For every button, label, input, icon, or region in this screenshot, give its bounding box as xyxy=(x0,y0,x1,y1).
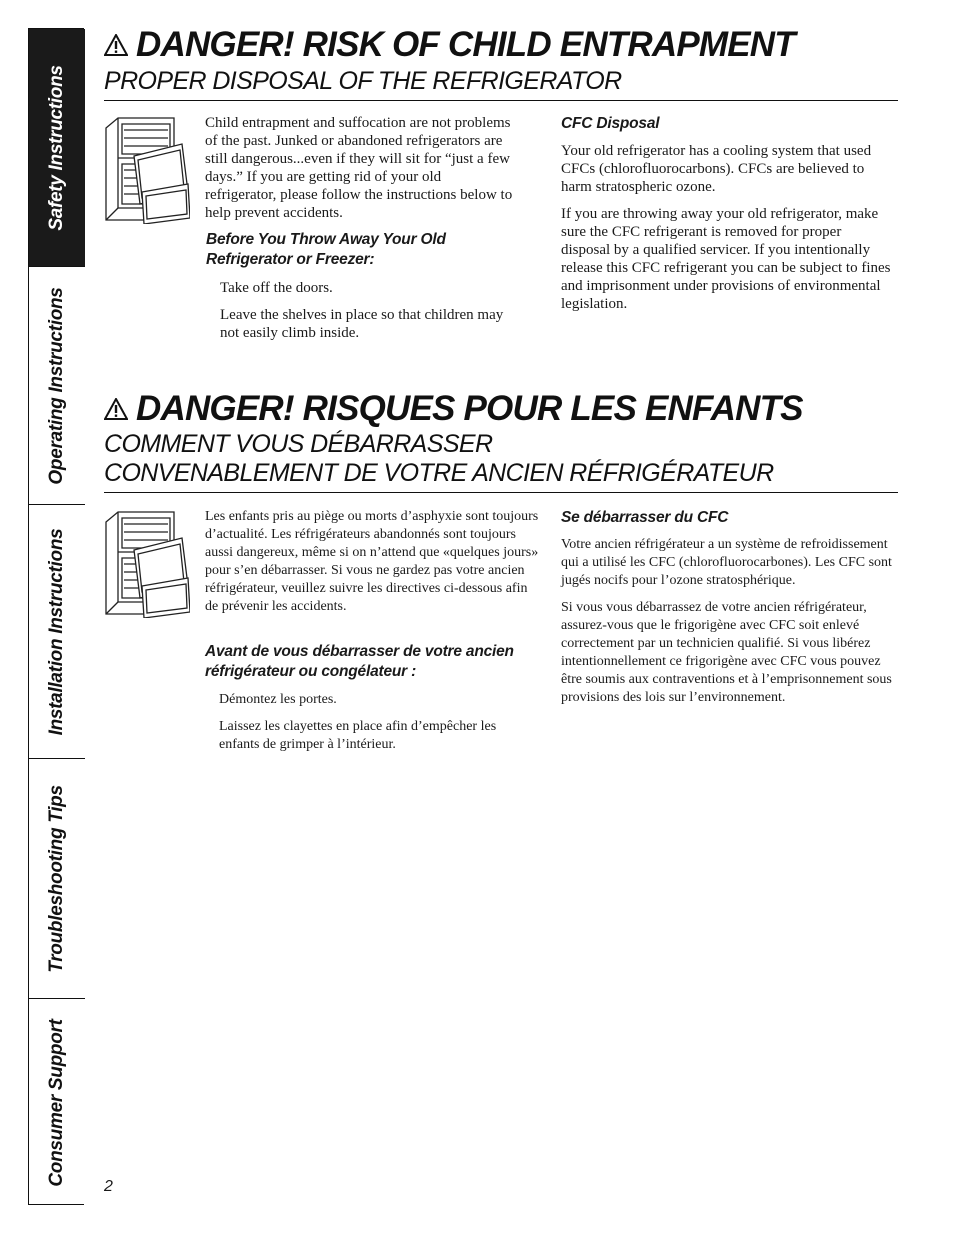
section-subtitle-line2: CONVENABLEMENT DE VOTRE ANCIEN RÉFRIGÉRATEUR xyxy=(104,459,774,487)
cfc-paragraph: If you are throwing away your old refrigerator, make sure the CFC refrigerant is removed for proper disposal by a qualified servicer. If you intentionally release this CFC refrigerant you can be subject to fines and imprisonment under provisions of environmental legislation. xyxy=(561,206,891,312)
tab-label: Safety Instructions xyxy=(46,64,67,231)
section-subtitle-line1: COMMENT VOUS DÉBARRASSER xyxy=(104,430,493,458)
warning-icon xyxy=(104,398,128,420)
section-subtitle: PROPER DISPOSAL OF THE REFRIGERATOR xyxy=(104,67,622,95)
divider xyxy=(104,100,898,101)
tab-label: Installation Instructions xyxy=(46,528,67,735)
step-item: Take off the doors. xyxy=(220,280,333,296)
side-tabs xyxy=(28,28,84,1205)
tab-installation-instructions[interactable] xyxy=(29,505,85,759)
steps-list xyxy=(220,279,520,351)
tab-label: Operating Instructions xyxy=(46,286,67,485)
tab-troubleshooting-tips[interactable] xyxy=(29,759,85,999)
tab-safety-instructions[interactable] xyxy=(29,29,85,267)
right-column xyxy=(561,508,893,716)
section-title xyxy=(104,26,898,64)
french-section xyxy=(104,389,898,752)
tab-label: Troubleshooting Tips xyxy=(46,784,67,973)
cfc-paragraph: Your old refrigerator has a cooling system that used CFCs (chlorofluorocarbons). CFCs are believed to harm stratospheric ozone. xyxy=(561,143,872,195)
before-heading: Before You Throw Away Your Old Refrigerator or Freezer: xyxy=(206,231,446,268)
warning-icon xyxy=(104,34,128,56)
tab-consumer-support[interactable] xyxy=(29,999,85,1206)
before-heading: Avant de vous débarrasser de votre ancien réfrigérateur ou congélateur : xyxy=(205,643,514,680)
section-title xyxy=(104,390,898,428)
cfc-paragraph: Votre ancien réfrigérateur a un système de refroidissement qui a utilisé les CFC (chlorofluorocarbones). Les CFC sont jugés nocifs pour l’ozone stratosphérique. xyxy=(561,537,892,588)
cfc-heading: Se débarrasser du CFC xyxy=(561,509,729,526)
step-item: Laissez les clayettes en place afin d’empêcher les enfants de grimper à l’intérieur. xyxy=(219,719,497,752)
divider xyxy=(104,492,898,493)
intro-paragraph: Les enfants pris au piège ou morts d’asphyxie sont toujours d’actualité. Les réfrigérateurs abandonnés sont toujours aussi dangereux, même si on n’attend que «quelques jours» pour s’en débarrasser. Si vous ne gardez pas votre ancien réfrigérateur, veuillez suivre les directives ci-dessous afin de prévenir les accidents. xyxy=(205,509,539,614)
danger-heading: DANGER! RISQUES POUR LES ENFANTS xyxy=(136,389,803,428)
refrigerator-illustration xyxy=(104,508,190,618)
page-number: 2 xyxy=(104,1178,113,1195)
right-column xyxy=(561,114,893,322)
step-item: Leave the shelves in place so that children may not easily climb inside. xyxy=(220,307,504,341)
tab-label: Consumer Support xyxy=(46,1018,67,1187)
cfc-paragraph: Si vous vous débarrassez de votre ancien réfrigérateur, assurez-vous que le frigorigène avec CFC soit enlevé correctement par un technicien qualifié. Si vous libérez intentionnellement ce frigorigène avec CFC vous pouvez être soumis aux contraventions et à l’emprisonnement sous provisions des lois sur l’environnement. xyxy=(561,600,892,705)
refrigerator-illustration xyxy=(104,114,190,224)
intro-paragraph: Child entrapment and suffocation are not problems of the past. Junked or abandoned refrigerators are still dangerous...even if they will sit for “just a few days.” If you are getting rid of your old refrigerator, please follow the instructions below to help prevent accidents. xyxy=(205,115,513,221)
steps-list xyxy=(219,691,539,763)
cfc-heading: CFC Disposal xyxy=(561,115,660,132)
tab-operating-instructions[interactable] xyxy=(29,267,85,505)
english-section xyxy=(104,25,898,341)
step-item: Démontez les portes. xyxy=(219,692,337,707)
danger-heading: DANGER! RISK OF CHILD ENTRAPMENT xyxy=(136,25,795,64)
